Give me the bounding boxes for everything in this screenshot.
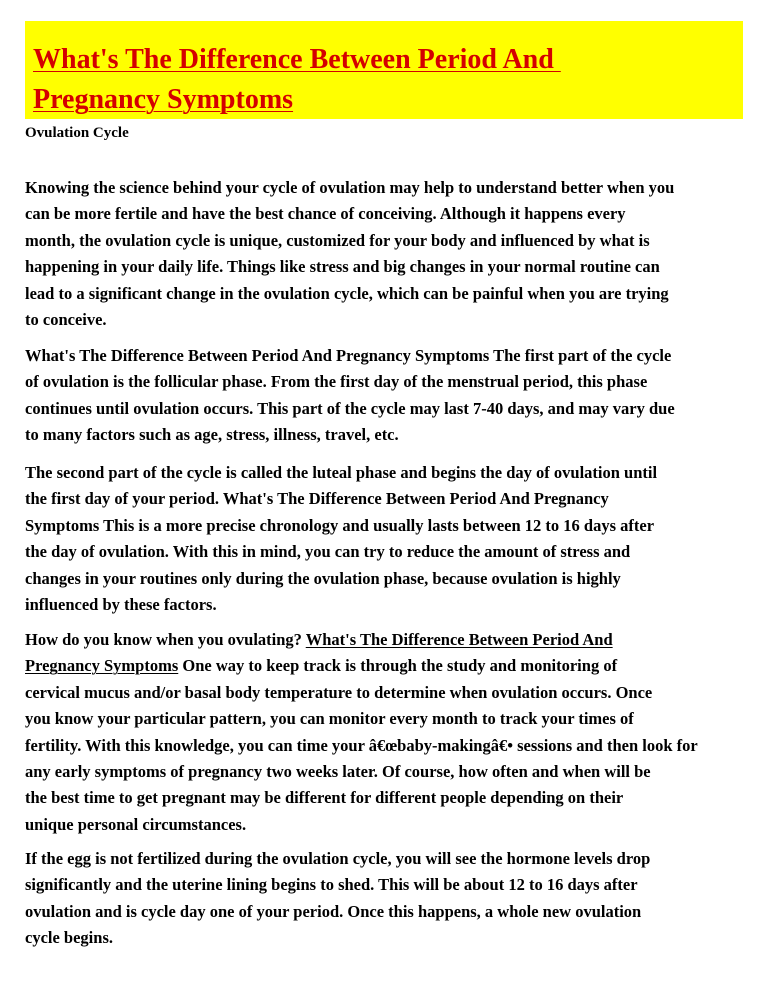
paragraph-line: cervical mucus and/or basal body temperature to determine when ovulation occurs. Once xyxy=(25,682,653,702)
paragraph-line: What's The Difference Between Period And Pregnancy Symptoms The first part of the cycle xyxy=(25,346,672,365)
paragraph-line: you know your particular pattern, you can monitor every month to track your times of xyxy=(25,709,634,729)
page-title-line-2: Pregnancy Symptoms xyxy=(33,84,294,115)
paragraph-line: The second part of the cycle is called the luteal phase and begins the day of ovulation until xyxy=(25,463,658,482)
paragraph-line: can be more fertile and have the best chance of conceiving. Although it happens every xyxy=(25,204,626,224)
paragraph-line: to many factors such as age, stress, illness, travel, etc. xyxy=(25,425,399,445)
paragraph-line: influenced by these factors. xyxy=(25,595,217,615)
paragraph-line: significantly and the uterine lining begins to shed. This will be about 12 to 16 days after xyxy=(25,875,638,895)
paragraph-1 xyxy=(25,175,768,333)
paragraph-line xyxy=(25,627,768,653)
paragraph-line: Knowing the science behind your cycle of ovulation may help to understand better when you xyxy=(25,178,675,197)
paragraph-line: month, the ovulation cycle is unique, customized for your body and influenced by what is xyxy=(25,230,650,250)
title-link-part-1[interactable]: What's The Difference Between Period And xyxy=(305,630,613,649)
paragraph-line: If the egg is not fertilized during the ovulation cycle, you will see the hormone levels drop xyxy=(25,849,651,868)
paragraph-line: the best time to get pregnant may be different for different people depending on their xyxy=(25,788,624,808)
paragraph-line: lead to a significant change in the ovulation cycle, which can be painful when you are trying xyxy=(25,283,669,303)
paragraph-line: fertility. With this knowledge, you can time your â€œbaby-makingâ€• sessions and then look for xyxy=(25,735,698,755)
title-banner xyxy=(25,21,743,119)
paragraph-text: One way to keep track is through the study and monitoring of xyxy=(178,656,618,676)
paragraph-line: cycle begins. xyxy=(25,928,113,948)
paragraph-line: ovulation and is cycle day one of your period. Once this happens, a whole new ovulation xyxy=(25,901,642,921)
paragraph-line: the day of ovulation. With this in mind, you can try to reduce the amount of stress and xyxy=(25,542,631,562)
paragraph-line: continues until ovulation occurs. This part of the cycle may last 7-40 days, and may vary due xyxy=(25,398,675,418)
paragraph-line: the first day of your period. What's The Difference Between Period And Pregnancy xyxy=(25,489,609,509)
paragraph-line: to conceive. xyxy=(25,310,107,330)
paragraph-5 xyxy=(25,846,768,952)
paragraph-line: of ovulation is the follicular phase. From the first day of the menstrual period, this phase xyxy=(25,372,648,392)
paragraph-line: Symptoms This is a more precise chronology and usually lasts between 12 to 16 days after xyxy=(25,515,655,535)
paragraph-text: How do you know when you ovulating? xyxy=(25,630,306,649)
paragraph-4 xyxy=(25,627,768,838)
title-link-part-2[interactable]: Pregnancy Symptoms xyxy=(25,656,179,676)
paragraph-line: any early symptoms of pregnancy two weeks later. Of course, how often and when will be xyxy=(25,762,651,782)
paragraph-line: happening in your daily life. Things like stress and big changes in your normal routine can xyxy=(25,257,660,277)
section-subtitle: Ovulation Cycle xyxy=(25,125,129,141)
paragraph-2 xyxy=(25,343,768,449)
page-title-line-1: What's The Difference Between Period And xyxy=(33,44,561,75)
paragraph-line: changes in your routines only during the ovulation phase, because ovulation is highly xyxy=(25,568,621,588)
paragraph-3 xyxy=(25,460,768,618)
paragraph-line: unique personal circumstances. xyxy=(25,814,247,834)
paragraph-line xyxy=(25,653,768,679)
